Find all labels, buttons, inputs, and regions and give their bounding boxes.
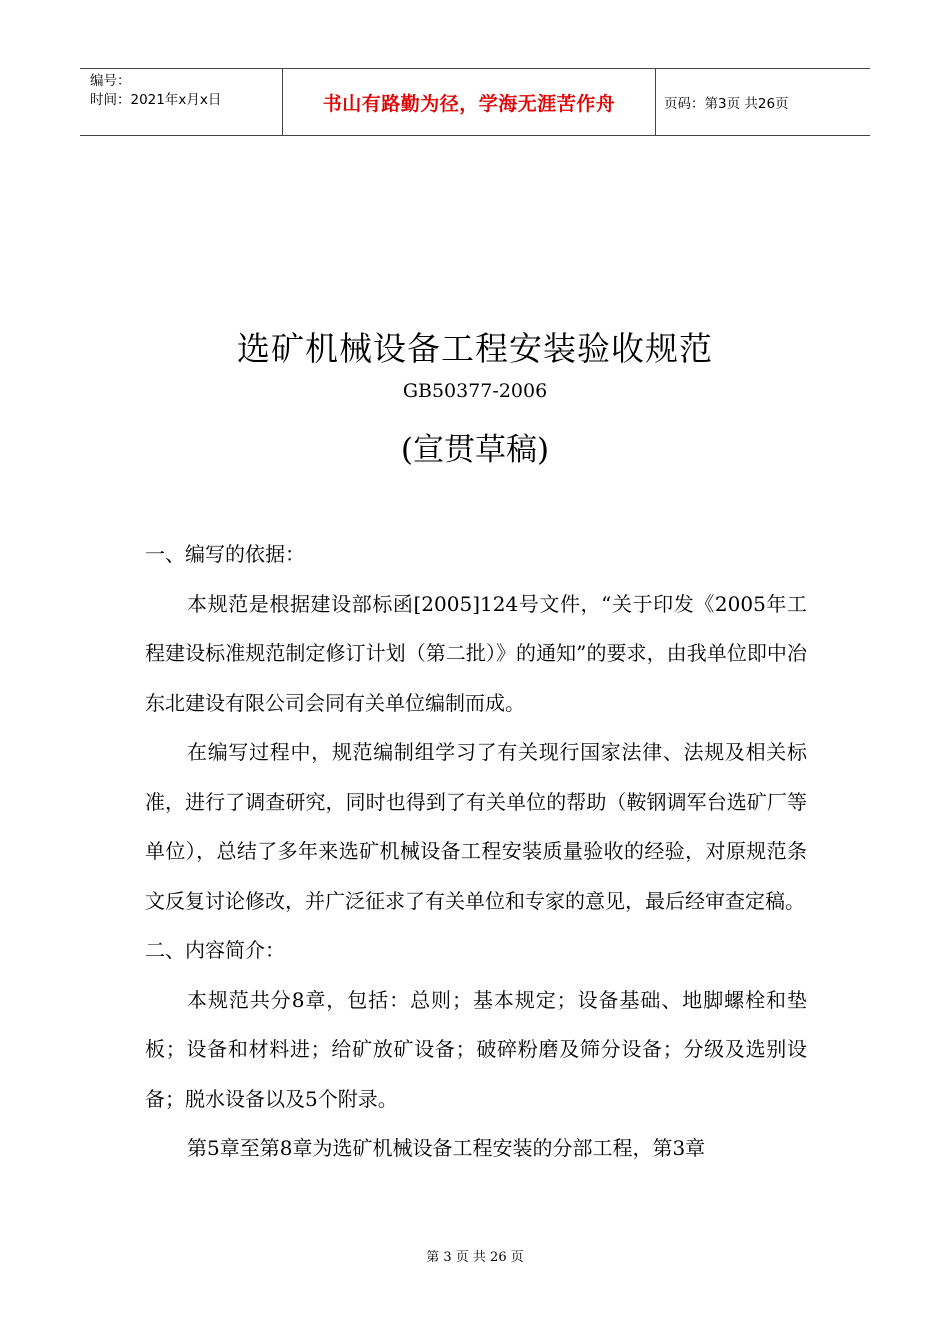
document-code: GB50377-2006 xyxy=(402,380,548,402)
document-body xyxy=(145,530,807,1174)
document-title: 选矿机械设备工程安装验收规范 xyxy=(237,329,713,368)
header-motto: 书山有路勤为径，学海无涯苦作舟 xyxy=(282,69,656,135)
header-page-info: 页码：第3页 共26页 xyxy=(664,96,789,112)
section-heading: 一、编写的依据： xyxy=(145,542,305,566)
document-number-label: 编号： xyxy=(90,73,131,89)
header-meta xyxy=(80,69,282,135)
body-paragraph: 第5章至第8章为选矿机械设备工程安装的分部工程，第3章 xyxy=(187,1136,706,1160)
body-paragraph: 本规范共分8章，包括：总则；基本规定；设备基础、地脚螺栓和垫板；设备和材料进；给矿放矿设备；破碎粉磨及筛分设备；分级及选别设备；脱水设备以及5个附录。 xyxy=(145,987,807,1111)
body-paragraph: 在编写过程中，规范编制组学习了有关现行国家法律、法规及相关标准，进行了调查研究，同时也得到了有关单位的帮助（鞍钢调军台选矿厂等单位），总结了多年来选矿机械设备工程安装质量验收的经验，对原规范条文反复讨论修改，并广泛征求了有关单位和专家的意见，最后经审查定稿。 xyxy=(145,740,807,913)
section-heading: 二、内容简介： xyxy=(145,938,285,962)
document-date-label: 时间：2021年x月x日 xyxy=(90,92,222,108)
page-header xyxy=(80,68,870,136)
document-subtitle: (宣贯草稿) xyxy=(400,432,550,468)
page-footer: 第 3 页 共 26 页 xyxy=(426,1250,524,1265)
body-paragraph: 本规范是根据建设部标函[2005]124号文件，“关于印发《2005年工程建设标准规范制定修订计划（第二批）》的通知”的要求，由我单位即中冶东北建设有限公司会同有关单位编制而成。 xyxy=(145,591,807,715)
